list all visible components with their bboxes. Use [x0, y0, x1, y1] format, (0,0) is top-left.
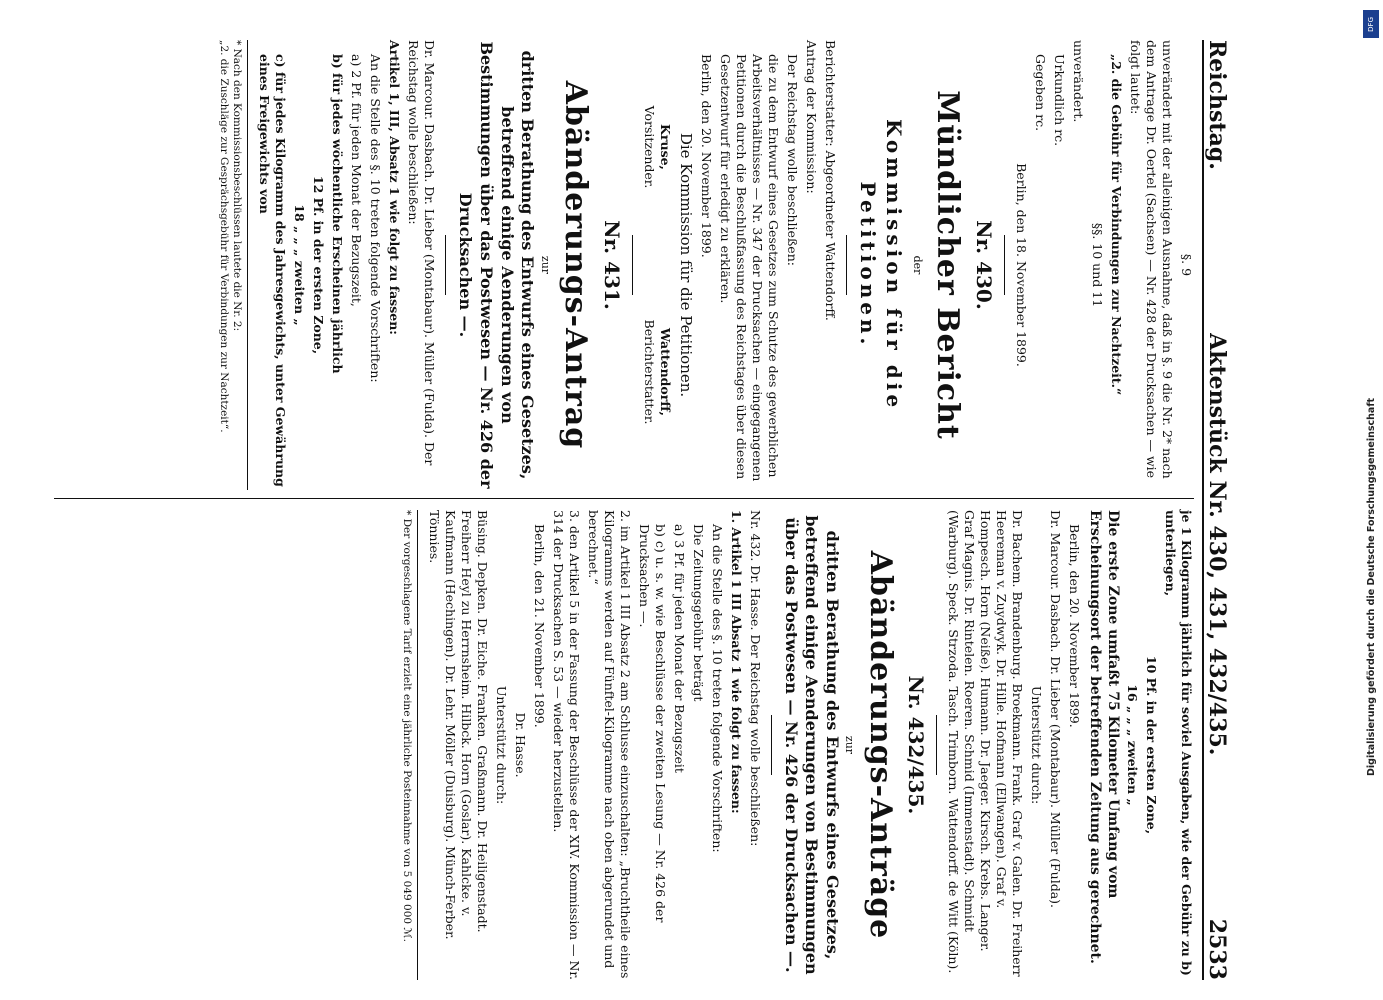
footnote-line: * Der vorgeschlagene Tarif erzielt eine jährliche Posteinnahme von 5 049 000 ℳ. [400, 510, 413, 942]
document-title: Abänderungs-Antrag [557, 80, 593, 450]
list-item: b) c) u. s. w. wie Beschlüsse der zweiten Lesung — Nr. 426 der Drucksachen —. [636, 524, 668, 923]
paragraph: Berichterstatter: Abgeordneter Wattendorff. [822, 40, 838, 321]
title-connector: zur [843, 735, 857, 755]
paragraph: Dr. Bachem. Brandenburg. Broekmann. Frank. Graf v. Galen. Dr. Freiherr Heereman v. Zuydwyk. Dr. Hille. Hofmann (Ellwangen). Graf v. Hompesch. Horn (Neiße). Humann. Dr. Jaeger. Kirsch. Krebs. Langer. Graf Magnis. Dr. Rintelen. Roeren. Schmid (Immenstadt). Schmidt (Warburg). Speck. Strzoda. Tasch. Trimborn. Wattendorff. de Witt (Köln). [946, 510, 1026, 977]
document-subtitle: dritten Berathung des Entwurfs eines Gesetzes, betreffend einige Aenderungen von Bestimmungen über das Postwesen — Nr. 426 der Drucksachen —. [456, 41, 538, 489]
credit-text: Digitalisierung gefördert durch die Deutsche Forschungsgemeinschaft [1365, 398, 1377, 776]
section-heading: §§. 10 und 11 [1090, 222, 1105, 308]
page-header [1202, 40, 1250, 980]
signatures [641, 40, 673, 490]
list-item: a) 3 Pf. für jeden Monat der Bezugszeit [671, 524, 687, 773]
header-left: Reichstag. [1204, 40, 1230, 170]
paragraph: An die Stelle des §. 10 treten folgende Vorschriften: [368, 54, 384, 383]
date-line: Berlin, den 20. November 1899. [698, 54, 714, 258]
list-item: 10 Pf. in der ersten Zone, [1144, 655, 1159, 835]
paragraph: unverändert. [1071, 40, 1086, 123]
date-line: Berlin, den 18. November 1899. [1014, 163, 1029, 367]
rule [445, 235, 446, 295]
footnote-line: „2. die Zuschläge zur Gesprächsgebühr für Verbindungen zur Nachtzeit“. [217, 40, 230, 433]
paragraph: An die Stelle des §. 10 treten folgende Vorschriften: [709, 524, 725, 853]
rotated-page [50, 0, 1290, 1000]
paragraph: Nr. 432. Dr. Hasse. Der Reichstag wolle beschließen: [747, 510, 763, 847]
right-column [399, 510, 1194, 980]
paragraph: Artikel 1, III, Absatz 1 wie folgt zu fassen: [387, 40, 403, 335]
signature-role: Berichterstatter. [641, 319, 657, 425]
paragraph: die zu dem Entwurf eines Gesetzes zum Schutze des gewerblichen Arbeitsverhältnisses — Nr. 347 der Drucksachen — eingegangenen Petitionen durch die Beschlußfassung des Reichstages über diesen Gesetzentwurf für erledigt zu erklären. [717, 54, 781, 482]
paragraph: Unterstützt durch: [1029, 685, 1045, 805]
paragraph: unverändert mit der alleinigen Ausnahme, daß in §. 9 die Nr. 2* nach dem Antrage Dr. Oertel (Sachsen) — Nr. 428 der Drucksachen — wie folgt lautet: [1128, 40, 1175, 479]
title-connector: der [911, 255, 925, 275]
paragraph: Urkundlich rc. [1052, 54, 1067, 147]
document-number: Nr. 431. [599, 220, 624, 310]
paragraph: Dr. Marcour. Dasbach. Dr. Lieber (Montabaur). Müller (Fulda). Der Reichstag wolle beschließen: [406, 40, 438, 466]
rule [846, 235, 847, 295]
paragraph: Gegeben rc. [1033, 54, 1048, 132]
paragraph: Die erste Zone umfaßt 75 Kilometer Umfang vom Erscheinungsort der betreffenden Zeitung aus gerechnet. [1087, 510, 1121, 964]
paragraph: je 1 Kilogramm jährlich für soviel Ausgaben, wie der Gebühr zu b) unterliegen, [1163, 510, 1194, 976]
paragraph: Dr. Marcour. Dasbach. Dr. Lieber (Montabaur). Müller (Fulda). [1048, 510, 1064, 909]
paragraph: Büsing. Depken. Dr. Eiche. Franken. Graßmann. Dr. Heiligenstadt. Freiherr Heyl zu Herrnsheim. Hilbck. Horn (Goslar). Kahlcke. v. Kaufmann (Hechingen). Dr. Lehr. Möller (Duisburg). Münch-Ferber. Tönnies. [426, 510, 490, 940]
footnote [399, 510, 417, 980]
document-subtitle: Kommission für die Petitionen. [856, 118, 906, 412]
document-title: Mündlicher Bericht [930, 90, 966, 440]
signature-role: Vorsitzender. [641, 105, 657, 189]
list-item: 16 „ „ „ zweiten „ [1125, 684, 1140, 806]
document-number: Nr. 430. [972, 220, 996, 310]
paragraph: Antrag der Kommission: [803, 40, 819, 194]
dfg-logo-text: DFG [1367, 16, 1375, 32]
paragraph: Die Zeitungsgebühr beträgt [690, 524, 706, 702]
column-divider [54, 498, 1194, 499]
signature-name: Dr. Hasse. [512, 712, 528, 778]
signature [641, 106, 673, 189]
footnote-line: * Nach den Kommissionsbeschlüssen lautete die Nr. 2: [231, 40, 244, 332]
left-column [216, 40, 1194, 490]
section-heading: §. 9 [1179, 253, 1194, 277]
signature [641, 320, 673, 425]
paragraph: „2. die Gebühr für Verbindungen zur Nachtzeit.“ [1109, 54, 1124, 396]
list-item: a) 2 Pf. für jeden Monat der Bezugszeit, [349, 54, 365, 307]
document-subtitle: dritten Berathung des Entwurfs eines Gesetzes, betreffend einige Aenderungen von Bestimmungen über das Postwesen — Nr. 426 der Drucksachen —. [781, 515, 843, 975]
list-item: 12 Pf. in der ersten Zone, [311, 175, 327, 355]
header-middle: Aktenstück Nr. 430, 431, 432/435. [1204, 333, 1230, 756]
signature-name: Kruse, [657, 124, 673, 170]
paragraph: 1. Artikel 1 III Absatz 1 wie folgt zu fassen: [728, 510, 744, 814]
date-line: Berlin, den 20. November 1899. [1067, 524, 1083, 728]
paragraph: 2. im Artikel 1 III Absatz 2 am Schlusse einzuschalten: „Bruchtheile eines Kilogramms werden auf Fünftel-Kilogramme nach oben abgerundet und berechnet.“ [585, 510, 633, 979]
rule [632, 235, 633, 295]
paragraph: Unterstützt durch: [493, 685, 509, 805]
signatory-line: Die Kommission für die Petitionen. [676, 132, 695, 398]
rule [936, 715, 937, 775]
rule [1004, 235, 1005, 295]
title-connector: zur [538, 255, 552, 275]
list-item: c) für jedes Kilogramm des Jahresgewichts, unter Gewährung eines Freigewichts von [257, 54, 289, 487]
document-number: Nr. 432/435. [904, 675, 929, 815]
list-item: 18 „ „ „ zweiten „ [292, 204, 308, 326]
paragraph: Der Reichstag wolle beschließen: [784, 54, 800, 266]
signature-name: Wattendorff, [657, 328, 673, 416]
date-line: Berlin, den 21. November 1899. [531, 524, 547, 728]
list-item: b) für jedes wöchentliche Erscheinen jährlich [330, 54, 346, 374]
footnote [216, 40, 248, 490]
digitization-credit [1360, 8, 1382, 993]
rule [771, 715, 772, 775]
dfg-logo-icon [1363, 10, 1379, 38]
document-title: Abänderungs-Anträge [862, 550, 898, 940]
page-number: 2533 [1204, 918, 1230, 980]
paragraph: 3. den Artikel 5 in der Fassung der Beschlüsse der XIV. Kommission — Nr. 314 der Drucksachen S. 53 — wieder herzustellen. [550, 510, 582, 980]
